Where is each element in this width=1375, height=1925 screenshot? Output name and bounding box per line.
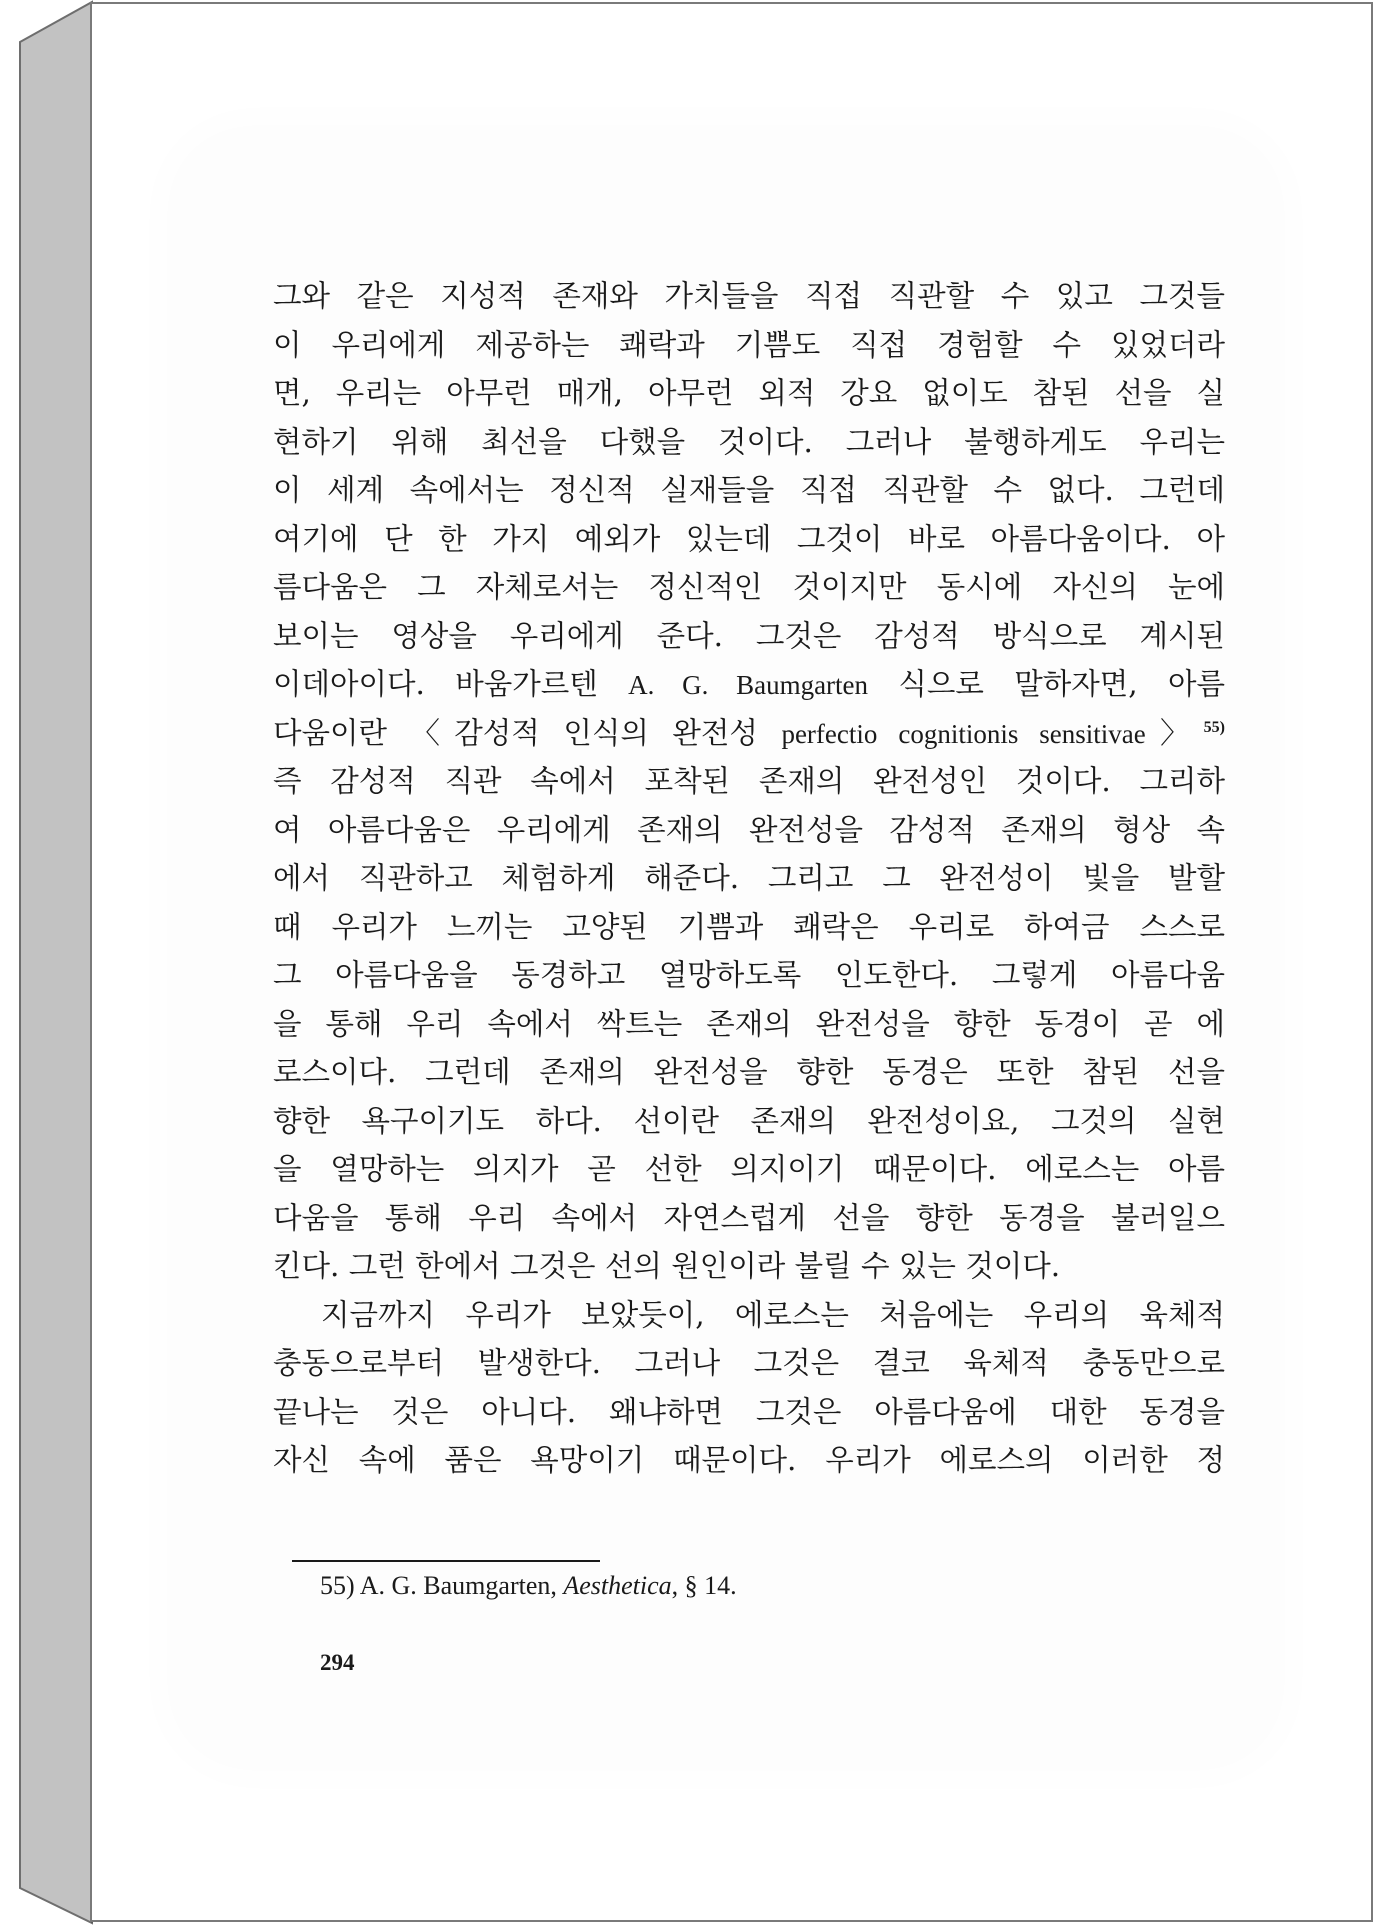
text-fragment: 다움이란 〈감성적 인식의 완전성	[273, 715, 782, 750]
text-line: 향한 욕구이기도 하다. 선이란 존재의 완전성이요, 그것의 실현	[273, 1103, 1225, 1138]
author-name: A. G. Baumgarten	[628, 670, 869, 700]
text-line	[273, 709, 1225, 758]
text-fragment: 식으로 말하자면, 아름	[868, 667, 1226, 701]
text-line: 이 세계 속에서는 정신적 실재들을 직접 직관할 수 없다. 그런데	[273, 473, 1225, 507]
body-text	[273, 272, 1225, 1485]
paragraph-last-line: 킨다. 그런 한에서 그것은 선의 원인이라 불릴 수 있는 것이다.	[273, 1249, 1061, 1283]
text-line: 다움을 통해 우리 속에서 자연스럽게 선을 향한 동경을 불러일으	[273, 1200, 1225, 1235]
text-line: 이 우리에게 제공하는 쾌락과 기쁨도 직접 경험할 수 있었더라	[273, 327, 1225, 362]
text-line: 에서 직관하고 체험하게 해준다. 그리고 그 완전성이 빛을 발할	[273, 861, 1225, 895]
text-line: 여 아름다움은 우리에게 존재의 완전성을 감성적 존재의 형상 속	[273, 812, 1225, 847]
text-line: 끝나는 것은 아니다. 왜냐하면 그것은 아름다움에 대한 동경을	[273, 1394, 1225, 1429]
text-line: 름다움은 그 자체로서는 정신적인 것이지만 동시에 자신의 눈에	[273, 570, 1225, 604]
footnote-author: A. G. Baumgarten,	[359, 1571, 557, 1600]
text-line: 을 통해 우리 속에서 싹트는 존재의 완전성을 향한 동경이 곧 에	[273, 1006, 1225, 1041]
text-line: 그와 같은 지성적 존재와 가치들을 직접 직관할 수 있고 그것들	[273, 279, 1225, 313]
text-line: 현하기 위해 최선을 다했을 것이다. 그러나 불행하게도 우리는	[273, 424, 1225, 459]
text-line: 보이는 영상을 우리에게 준다. 그것은 감성적 방식으로 계시된	[273, 618, 1225, 653]
latin-term: perfectio cognitionis sensitivae	[781, 718, 1146, 749]
footnote-reference[interactable]: 55)	[1203, 718, 1225, 736]
footnote-rule	[292, 1560, 600, 1562]
text-line: 로스이다. 그런데 존재의 완전성을 향한 동경은 또한 참된 선을	[273, 1055, 1225, 1089]
footnote-number: 55)	[320, 1571, 355, 1600]
text-line	[273, 660, 1225, 709]
text-line: 면, 우리는 아무런 매개, 아무런 외적 강요 없이도 참된 선을 실	[273, 376, 1225, 410]
text-line: 을 열망하는 의지가 곧 선한 의지이기 때문이다. 에로스는 아름	[273, 1152, 1225, 1186]
text-fragment: 〉	[1145, 715, 1204, 750]
text-line: 그 아름다움을 동경하고 열망하도록 인도한다. 그렇게 아름다움	[273, 958, 1225, 992]
text-line: 자신 속에 품은 욕망이기 때문이다. 우리가 에로스의 이러한 정	[273, 1443, 1225, 1477]
text-fragment: 이데아이다. 바움가르텐	[273, 667, 629, 701]
text-line: 충동으로부터 발생한다. 그러나 그것은 결코 육체적 충동만으로	[273, 1346, 1225, 1380]
page-number: 294	[320, 1650, 355, 1675]
footnote	[320, 1566, 737, 1606]
text-line: 때 우리가 느끼는 고양된 기쁨과 쾌락은 우리로 하여금 스스로	[273, 909, 1225, 944]
book-spine	[0, 0, 96, 1925]
text-line: 즉 감성적 직관 속에서 포착된 존재의 완전성인 것이다. 그리하	[273, 764, 1225, 798]
text-line: 여기에 단 한 가지 예외가 있는데 그것이 바로 아름다움이다. 아	[273, 521, 1225, 556]
paragraph-first-line: 지금까지 우리가 보았듯이, 에로스는 처음에는 우리의 육체적	[321, 1297, 1225, 1332]
footnote-title: Aesthetica	[563, 1571, 672, 1600]
footnote-section: , § 14.	[671, 1571, 737, 1600]
